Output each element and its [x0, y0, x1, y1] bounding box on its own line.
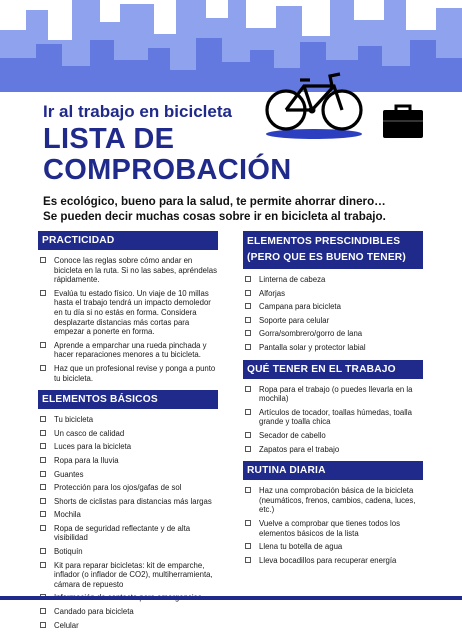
checklist-item[interactable] [243, 343, 423, 353]
checklist-item[interactable] [38, 341, 218, 360]
checklist-item[interactable] [38, 442, 218, 452]
checklist-item-label: Ropa para la lluvia [54, 455, 119, 465]
checklist-item-label: Ropa para el trabajo (o puedes llevarla en la mochila) [259, 384, 413, 404]
checklist-item[interactable] [38, 547, 218, 557]
checklist-item[interactable] [243, 302, 423, 312]
checklist-item[interactable] [243, 445, 423, 455]
checkbox-icon[interactable] [245, 543, 251, 549]
checklist-item[interactable] [243, 316, 423, 326]
checklist-item-label: Shorts de ciclistas para distancias más largas [54, 496, 212, 506]
checklist-item-label: Ropa de seguridad reflectante y de alta visibilidad [54, 523, 191, 543]
section-heading: PRACTICIDAD [38, 231, 218, 250]
checklist-item[interactable] [243, 289, 423, 299]
checklist-item[interactable] [243, 431, 423, 441]
checklist-item-label: Alforjas [259, 288, 285, 298]
checkbox-icon[interactable] [40, 498, 46, 504]
checklist-item[interactable] [38, 415, 218, 425]
checklist-item-label: Kit para reparar bicicletas: kit de emparche, inflador (o inflador de CO2), multiherramienta, cámara de repuesto [54, 560, 213, 589]
section-rutina-diaria [243, 461, 423, 565]
checkbox-icon[interactable] [40, 257, 46, 263]
checklist-item[interactable] [38, 561, 218, 590]
checklist-item-label: Artículos de tocador, toallas húmedas, toalla grande y toalla chica [259, 407, 412, 427]
checkbox-icon[interactable] [40, 457, 46, 463]
checkbox-icon[interactable] [40, 443, 46, 449]
checklist-item-label: Vuelve a comprobar que tienes todos los elementos básicos de la lista [259, 518, 401, 538]
checklist-item[interactable] [243, 408, 423, 427]
checkbox-icon[interactable] [245, 386, 251, 392]
checkbox-icon[interactable] [40, 525, 46, 531]
checklist-item[interactable] [38, 470, 218, 480]
checklist-item-label: Luces para la bicicleta [54, 442, 132, 452]
intro-text [43, 195, 433, 224]
checkbox-icon[interactable] [245, 446, 251, 452]
checklist-item[interactable] [243, 329, 423, 339]
checklist-item-label: Linterna de cabeza [259, 275, 326, 284]
checklist-item-label: Tu bicicleta [54, 415, 94, 425]
checklist-item-label: Mochila [54, 510, 81, 520]
checklist-item-label: Evalúa tu estado físico. Un viaje de 10 millas hasta el trabajo tendrá un impacto demoledor en tu día si no estás en forma. Considera desplazarte distancias más cortas para empezar a ponerte en forma. [54, 288, 211, 337]
checkbox-icon[interactable] [245, 432, 251, 438]
checklist-item[interactable] [38, 289, 218, 337]
section-practicidad [38, 231, 218, 383]
checklist-item[interactable] [38, 429, 218, 439]
checklist-item-label: Celular [54, 620, 79, 630]
checklist-item-label: Haz que un profesional revise y ponga a punto tu bicicleta. [54, 363, 216, 383]
title-line-2: COMPROBACIÓN [43, 154, 292, 186]
checklist-item-label: Lleva bocadillos para recuperar energía [259, 555, 397, 565]
intro-line-2: Se pueden decir muchas cosas sobre ir en bicicleta al trabajo. [43, 209, 386, 223]
checkbox-icon[interactable] [40, 622, 46, 628]
checkbox-icon[interactable] [245, 487, 251, 493]
checklist-item[interactable] [38, 456, 218, 466]
checklist-item[interactable] [38, 510, 218, 520]
checkbox-icon[interactable] [40, 365, 46, 371]
checkbox-icon[interactable] [245, 317, 251, 323]
section-elementos-prescindibles [243, 231, 423, 353]
checkbox-icon[interactable] [40, 342, 46, 348]
checklist-item-label: Pantalla solar y protector labial [259, 342, 366, 352]
left-column [38, 231, 218, 637]
checkbox-icon[interactable] [40, 290, 46, 296]
checkbox-icon[interactable] [40, 484, 46, 490]
document-subtitle: Ir al trabajo en bicicleta [43, 102, 232, 121]
checklist-item[interactable] [38, 524, 218, 543]
checklist-item-label: Soporte para celular [259, 315, 330, 325]
checklist-item-label: Secador de cabello [259, 430, 326, 440]
checkbox-icon[interactable] [245, 303, 251, 309]
document-title [43, 124, 292, 186]
checklist-item-label: Aprende a emparchar una rueda pinchada y hacer reparaciones menores a tu bicicleta. [54, 340, 207, 360]
checklist-item-label: Conoce las reglas sobre cómo andar en bicicleta en la ruta. Si no las sabes, apréndelas rápidamente. [54, 256, 217, 285]
checklist-item[interactable] [243, 542, 423, 552]
checkbox-icon[interactable] [40, 471, 46, 477]
checklist-item-label: Guantes [54, 469, 84, 479]
checkbox-icon[interactable] [245, 276, 251, 282]
checklist-item[interactable] [38, 256, 218, 285]
checkbox-icon[interactable] [40, 548, 46, 554]
checklist-item-label: Un casco de calidad [54, 428, 125, 438]
checklist-item[interactable] [38, 497, 218, 507]
checklist [243, 385, 423, 455]
checklist-item[interactable] [38, 483, 218, 493]
section-heading: ELEMENTOS BÁSICOS [38, 390, 218, 409]
checkbox-icon[interactable] [40, 430, 46, 436]
checklist-item[interactable] [243, 486, 423, 515]
checklist-item[interactable] [243, 556, 423, 566]
title-line-1: LISTA DE [43, 123, 175, 155]
section-heading: RUTINA DIARIA [243, 461, 423, 480]
footer-divider [0, 596, 462, 600]
checkbox-icon[interactable] [40, 511, 46, 517]
checklist-item[interactable] [38, 364, 218, 383]
checklist-item[interactable] [243, 275, 423, 285]
checklist-item[interactable] [38, 607, 218, 617]
checkbox-icon[interactable] [40, 562, 46, 568]
section-heading: ELEMENTOS PRESCINDIBLES (PERO QUE ES BUENO TENER) [243, 231, 423, 269]
checklist-item[interactable] [243, 519, 423, 538]
briefcase-icon [382, 104, 424, 145]
city-skyline-illustration [0, 0, 462, 92]
checkbox-icon[interactable] [245, 557, 251, 563]
right-column [243, 231, 423, 572]
section-elementos-basicos [38, 390, 218, 630]
checkbox-icon[interactable] [245, 409, 251, 415]
checklist-item-label: Botiquín [54, 547, 83, 557]
checklist-item[interactable] [38, 621, 218, 631]
checklist-item[interactable] [243, 385, 423, 404]
checklist-item-label: Candado para bicicleta [54, 607, 134, 617]
checklist [243, 486, 423, 565]
checklist [38, 256, 218, 383]
section-que-tener-en-el-trabajo [243, 360, 423, 455]
intro-line-1: Es ecológico, bueno para la salud, te permite ahorrar dinero… [43, 195, 386, 208]
section-heading: QUÉ TENER EN EL TRABAJO [243, 360, 423, 379]
checklist-item-label: Llena tu botella de agua [259, 542, 343, 552]
checklist-item-label: Zapatos para el trabajo [259, 444, 340, 454]
checkbox-icon[interactable] [245, 344, 251, 350]
checkbox-icon[interactable] [245, 330, 251, 336]
checkbox-icon[interactable] [245, 290, 251, 296]
checkbox-icon[interactable] [40, 608, 46, 614]
checkbox-icon[interactable] [245, 520, 251, 526]
checklist-item-label: Gorra/sombrero/gorro de lana [259, 329, 363, 339]
checklist [243, 275, 423, 353]
checklist-item-label: Protección para los ojos/gafas de sol [54, 483, 182, 493]
checkbox-icon[interactable] [40, 416, 46, 422]
checklist-item-label: Haz una comprobación básica de la bicicleta (neumáticos, frenos, cambios, cadena, luces, etc.) [259, 486, 416, 515]
checklist-item-label: Campana para bicicleta [259, 302, 341, 312]
